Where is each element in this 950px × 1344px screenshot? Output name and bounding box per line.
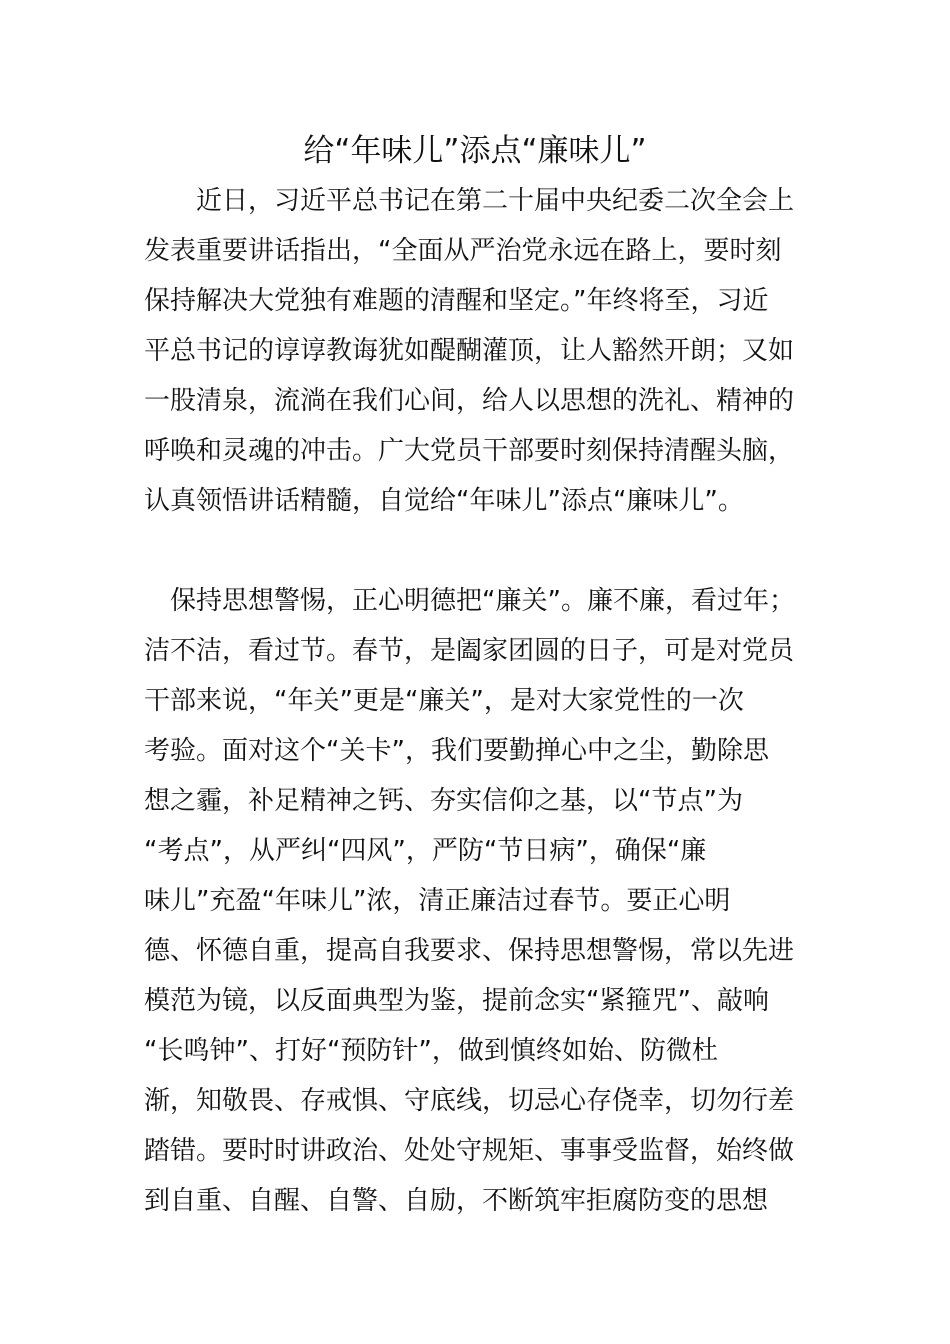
paragraph-2 [144, 576, 814, 1226]
paragraph-line: 考验。面对这个“关卡”，我们要勤掸心中之尘，勤除思 [144, 736, 769, 766]
document-title: 给“年味儿”添点“廉味儿” [303, 133, 647, 169]
paragraph-line: “考点”，从严纠“四风”，严防“节日病”，确保“廉 [144, 836, 707, 866]
paragraph-line: 平总书记的谆谆教诲犹如醍醐灌顶，让人豁然开朗；又如 [144, 336, 795, 366]
paragraph-1 [144, 176, 814, 526]
paragraph-line: 洁不洁，看过节。春节，是阖家团圆的日子，可是对党员 [144, 636, 795, 666]
paragraph-line: 干部来说，“年关”更是“廉关”，是对大家党性的一次 [144, 686, 744, 716]
paragraph-line: 德、怀德自重，提高自我要求、保持思想警惕，常以先进 [144, 936, 795, 966]
paragraph-line: 味儿”充盈“年味儿”浓，清正廉洁过春节。要正心明 [144, 886, 731, 916]
paragraph-line: 近日，习近平总书记在第二十届中央纪委二次全会上 [196, 186, 795, 216]
paragraph-line: 保持思想警惕，正心明德把“廉关”。廉不廉，看过年； [170, 586, 795, 616]
paragraph-line: 保持解决大党独有难题的清醒和坚定。”年终将至，习近 [144, 286, 769, 316]
paragraph-line: 发表重要讲话指出，“全面从严治党永远在路上，要时刻 [144, 236, 782, 266]
paragraph-line: 渐，知敬畏、存戒惧、守底线，切忌心存侥幸，切勿行差 [144, 1086, 795, 1116]
paragraph-line: 呼唤和灵魂的冲击。广大党员干部要时刻保持清醒头脑， [144, 436, 795, 466]
paragraph-line: 到自重、自醒、自警、自励，不断筑牢拒腐防变的思想 [144, 1186, 769, 1216]
paragraph-line: 踏错。要时时讲政治、处处守规矩、事事受监督，始终做 [144, 1136, 795, 1166]
paragraph-line: 想之霾，补足精神之钙、夯实信仰之基，以“节点”为 [144, 786, 743, 816]
paragraph-line: 模范为镜，以反面典型为鉴，提前念实“紧箍咒”、敲响 [144, 986, 769, 1016]
paragraph-line: 认真领悟讲话精髓，自觉给“年味儿”添点“廉味儿”。 [144, 486, 744, 516]
paragraph-line: “长鸣钟”、打好“预防针”，做到慎终如始、防微杜 [144, 1036, 718, 1066]
paragraph-line: 一股清泉，流淌在我们心间，给人以思想的洗礼、精神的 [144, 386, 795, 416]
